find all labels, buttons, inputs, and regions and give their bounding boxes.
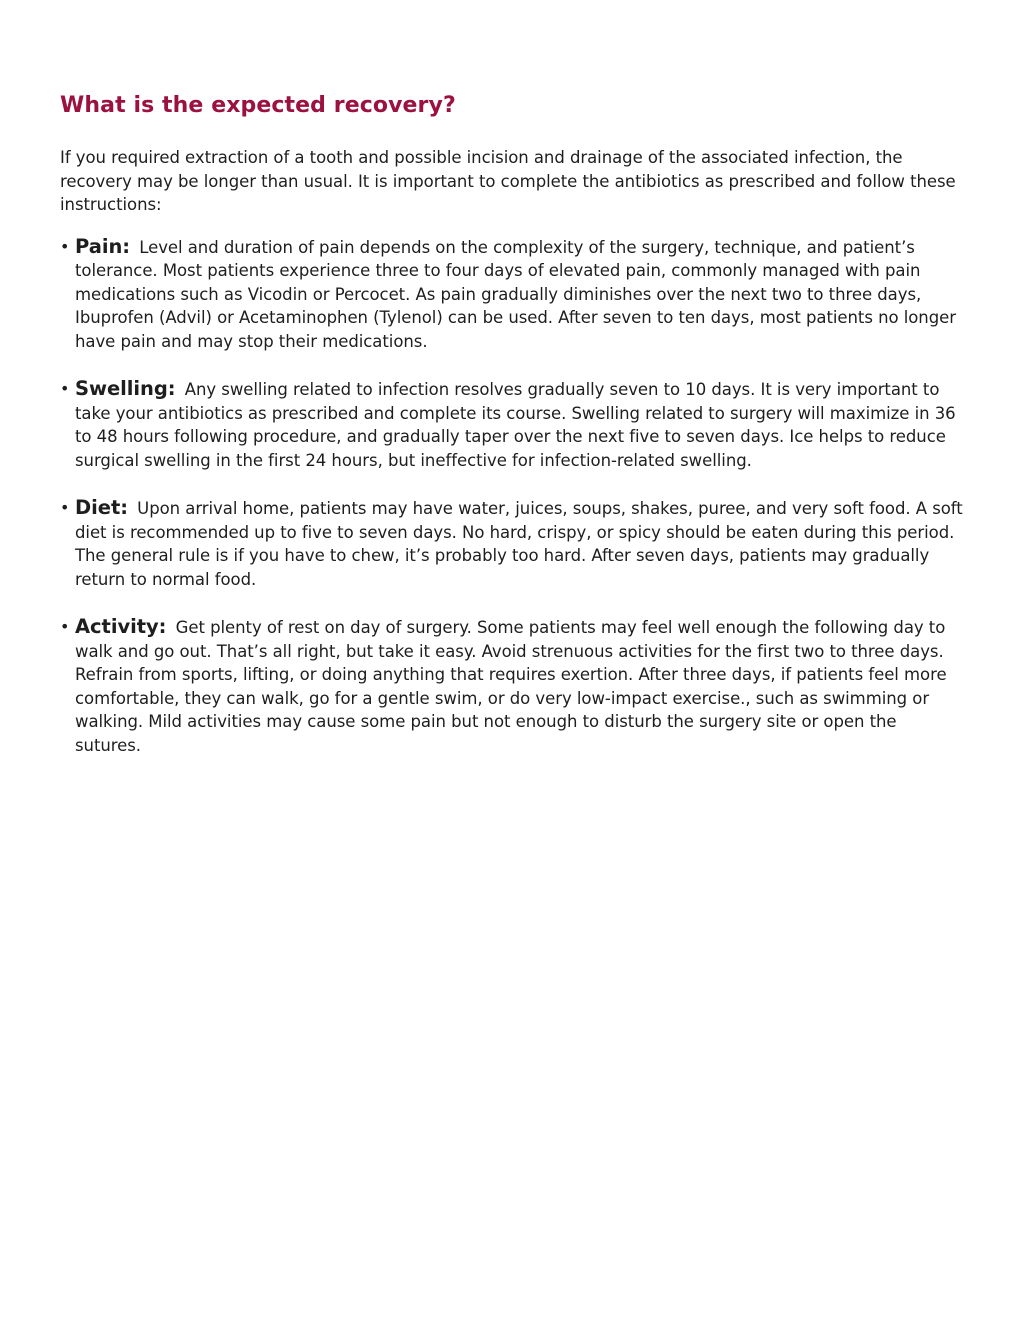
bullet-icon: •: [60, 379, 70, 398]
instruction-item-activity: [60, 615, 965, 757]
instruction-item-pain: [60, 235, 965, 354]
intro-paragraph: If you required extraction of a tooth and possible incision and drainage of the associated infection, the recovery may be longer than usual. It is important to complete the antibiotics as prescribed and follow these instructions:: [60, 148, 956, 214]
bullet-icon: •: [60, 617, 70, 636]
instruction-text: Get plenty of rest on day of surgery. Some patients may feel well enough the following day to walk and go out. That’s all right, but take it easy. Avoid strenuous activities for the first two to three days. Refrain from sports, lifting, or doing anything that requires exertion. After three days, if patients feel more comfortable, they can walk, go for a gentle swim, or do very low-impact exercise., such as swimming or walking. Mild activities may cause some pain but not enough to disturb the surgery site or open the sutures.: [75, 618, 947, 755]
page-title: What is the expected recovery?: [60, 93, 456, 118]
document-content: [60, 91, 965, 781]
instruction-term: Pain:: [75, 234, 131, 258]
instruction-text: Level and duration of pain depends on the complexity of the surgery, technique, and patient’s tolerance. Most patients experience three to four days of elevated pain, commonly managed with pain medications such as Vicodin or Percocet. As pain gradually diminishes over the next two to three days, Ibuprofen (Advil) or Acetaminophen (Tylenol) can be used. After seven to ten days, most patients no longer have pain and may stop their medications.: [75, 237, 956, 351]
bullet-icon: •: [60, 498, 70, 517]
instruction-list: [60, 235, 965, 758]
instruction-term: Swelling:: [75, 377, 176, 400]
instruction-term: Activity:: [75, 615, 167, 638]
instruction-text: Any swelling related to infection resolves gradually seven to 10 days. It is very important to take your antibiotics as prescribed and complete its course. Swelling related to surgery will maximize in 36 to 48 hours following procedure, and gradually taper over the next five to seven days. Ice helps to reduce surgical swelling in the first 24 hours, but ineffective for infection-related swelling.: [75, 380, 956, 470]
instruction-text: Upon arrival home, patients may have water, juices, soups, shakes, puree, and very soft food. A soft diet is recommended up to five to seven days. No hard, crispy, or spicy should be eaten during this period. The general rule is if you have to chew, it’s probably too hard. After seven days, patients may gradually return to normal food.: [75, 499, 963, 589]
bullet-icon: •: [60, 236, 70, 256]
instruction-item-swelling: [60, 377, 965, 472]
instruction-term: Diet:: [75, 496, 128, 519]
instruction-item-diet: [60, 496, 965, 591]
